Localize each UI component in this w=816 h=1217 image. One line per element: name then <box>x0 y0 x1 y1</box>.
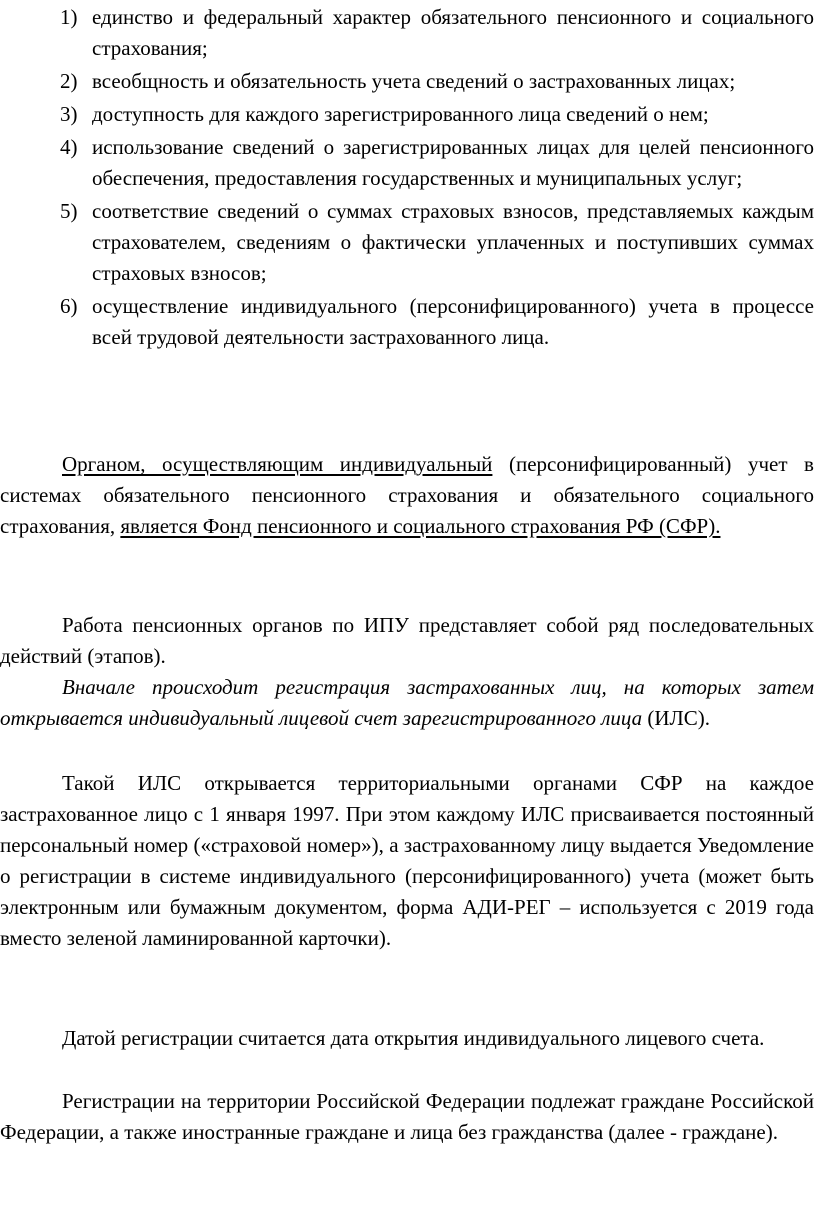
list-text: использование сведений о зарегистрированных лицах для целей пенсионного обеспечения, предоставления государственных и муниципальных услуг; <box>92 135 814 190</box>
organ-paragraph <box>0 449 814 542</box>
first-stage-tail: (ИЛС). <box>642 706 711 730</box>
list-item <box>0 132 816 194</box>
list-text: доступность для каждого зарегистрированного лица сведений о нем; <box>92 102 709 126</box>
first-stage-italic: Вначале происходит регистрация застрахованных лиц, на которых затем открывается индивидуальный лицевой счет зарегистрированного лица <box>0 675 814 730</box>
registration-subjects-paragraph: Регистрации на территории Российской Федерации подлежат граждане Российской Федерации, а также иностранные граждане и лица без гражданства (далее - граждане). <box>0 1089 814 1144</box>
list-item <box>0 2 816 64</box>
list-number: 5) <box>60 199 78 223</box>
principles-list <box>0 2 816 355</box>
organ-middle: (персонифицированный) учет в системах обязательного пенсионного страхования и обязательного социального страхования, <box>0 452 814 538</box>
list-number: 6) <box>60 294 78 318</box>
list-item <box>0 196 816 289</box>
ils-paragraph: Такой ИЛС открывается территориальными органами СФР на каждое застрахованное лицо с 1 января 1997. При этом каждому ИЛС присваивается постоянный персональный номер («страховой номер»), а застрахованному лицу выдается Уведомление о регистрации в системе индивидуального (персонифицированного) учета (может быть электронным или бумажным документом, форма АДИ-РЕГ – используется с 2019 года вместо зеленой ламинированной карточки). <box>0 771 814 950</box>
list-number: 4) <box>60 135 78 159</box>
first-stage-paragraph <box>0 672 814 734</box>
list-number: 1) <box>60 5 78 29</box>
list-item <box>0 99 816 130</box>
list-item <box>0 291 816 353</box>
list-text: единство и федеральный характер обязательного пенсионного и социального страхования; <box>92 5 814 60</box>
list-text: всеобщность и обязательность учета сведений о застрахованных лицах; <box>92 69 736 93</box>
organ-fund-name: является Фонд пенсионного и социального страхования РФ (СФР). <box>120 514 721 538</box>
registration-date-paragraph: Датой регистрации считается дата открытия индивидуального лицевого счета. <box>62 1026 765 1050</box>
list-number: 2) <box>60 69 78 93</box>
list-text: осуществление индивидуального (персонифицированного) учета в процессе всей трудовой деятельности застрахованного лица. <box>92 294 814 349</box>
list-item <box>0 66 816 97</box>
list-number: 3) <box>60 102 78 126</box>
work-paragraph: Работа пенсионных органов по ИПУ представляет собой ряд последовательных действий (этапов). <box>0 613 814 668</box>
list-text: соответствие сведений о суммах страховых взносов, представляемых каждым страхователем, сведениям о фактически уплаченных и поступивших суммах страховых взносов; <box>92 199 814 285</box>
organ-subject: Органом, осуществляющим индивидуальный <box>62 452 493 476</box>
